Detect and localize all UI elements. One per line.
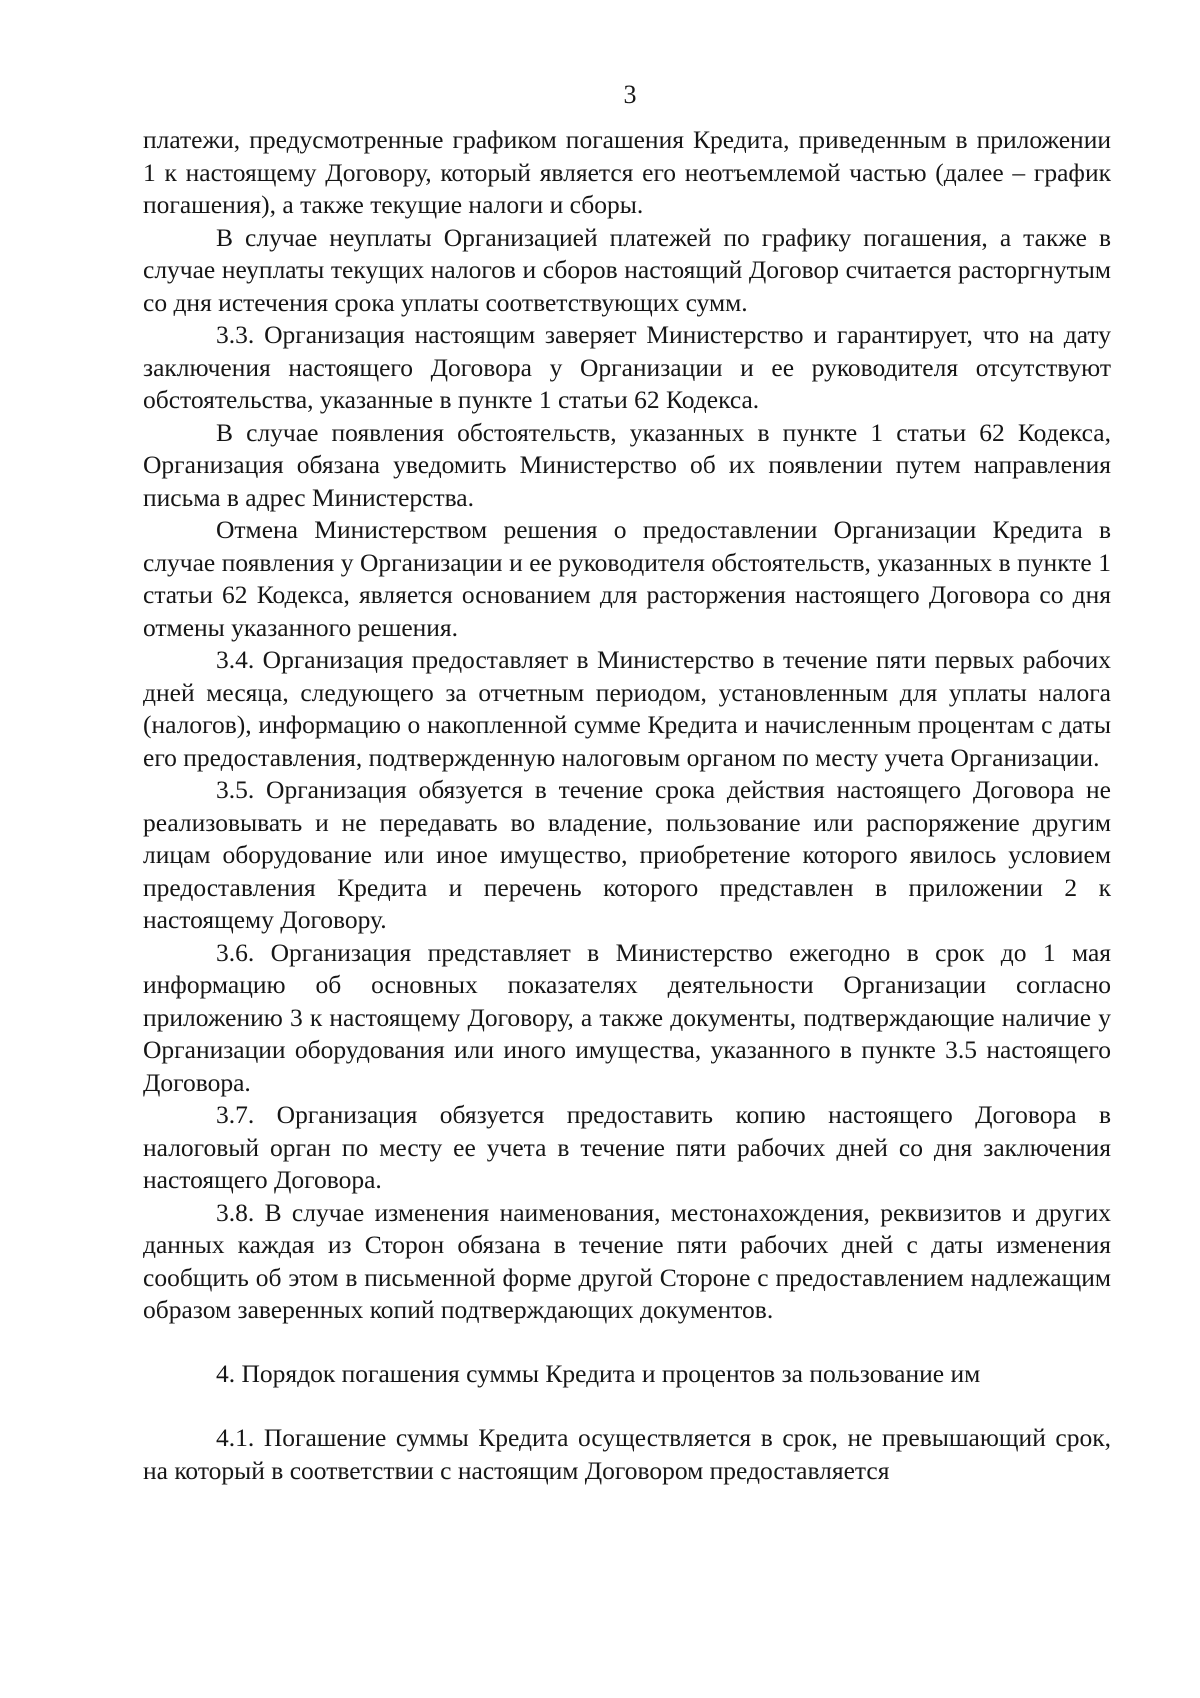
paragraph: 3.4. Организация предоставляет в Министерство в течение пяти первых рабочих дней месяца, следующего за отчетным периодом, установленным для уплаты налога (налогов), информацию о накопленной сумме Кредита и начисленным процентам с даты его предоставления, подтвержденную налоговым органом по месту учета Организации. <box>143 645 1111 772</box>
paragraph: 4.1. Погашение суммы Кредита осуществляется в срок, не превышающий срок, на который в соответствии с настоящим Договором предоставляется <box>143 1423 1111 1485</box>
paragraph: Отмена Министерством решения о предоставлении Организации Кредита в случае появления у Организации и ее руководителя обстоятельств, указанных в пункте 1 статьи 62 Кодекса, является основанием для расторжения настоящего Договора со дня отмены указанного решения. <box>143 515 1111 642</box>
section-heading: 4. Порядок погашения суммы Кредита и процентов за пользование им <box>216 1358 981 1388</box>
paragraph: 3.6. Организация представляет в Министерство ежегодно в срок до 1 мая информацию об основных показателях деятельности Организации согласно приложению 3 к настоящему Договору, а также документы, подтверждающие наличие у Организации оборудования или иного имущества, указанного в пункте 3.5 настоящего Договора. <box>143 937 1111 1097</box>
paragraph: платежи, предусмотренные графиком погашения Кредита, приведенным в приложении 1 к настоящему Договору, который является его неотъемлемой частью (далее – график погашения), а также текущие налоги и сборы. <box>143 125 1111 219</box>
paragraph: 3.8. В случае изменения наименования, местонахождения, реквизитов и других данных каждая из Сторон обязана в течение пяти рабочих дней с даты изменения сообщить об этом в письменной форме другой Стороне с предоставлением надлежащим образом заверенных копий подтверждающих документов. <box>143 1197 1111 1324</box>
paragraph: В случае неуплаты Организацией платежей по графику погашения, а также в случае неуплаты текущих налогов и сборов настоящий Договор считается расторгнутым со дня истечения срока уплаты соответствующих сумм. <box>143 222 1111 317</box>
document-body <box>143 124 1111 1487</box>
paragraph: 3.7. Организация обязуется предоставить копию настоящего Договора в налоговый орган по месту ее учета в течение пяти рабочих дней со дня заключения настоящего Договора. <box>143 1100 1111 1194</box>
page-number: 3 <box>623 80 637 109</box>
paragraph: В случае появления обстоятельств, указанных в пункте 1 статьи 62 Кодекса, Организация обязана уведомить Министерство об их появлении путем направления письма в адрес Министерства. <box>143 417 1111 512</box>
paragraph: 3.3. Организация настоящим заверяет Министерство и гарантирует, что на дату заключения настоящего Договора у Организации и ее руководителя отсутствуют обстоятельства, указанные в пункте 1 статьи 62 Кодекса. <box>143 320 1111 414</box>
paragraph: 3.5. Организация обязуется в течение срока действия настоящего Договора не реализовывать и не передавать во владение, пользование или распоряжение другим лицам оборудование или иное имущество, приобретение которого явилось условием предоставления Кредита и перечень которого представлен в приложении 2 к настоящему Договору. <box>143 775 1111 934</box>
